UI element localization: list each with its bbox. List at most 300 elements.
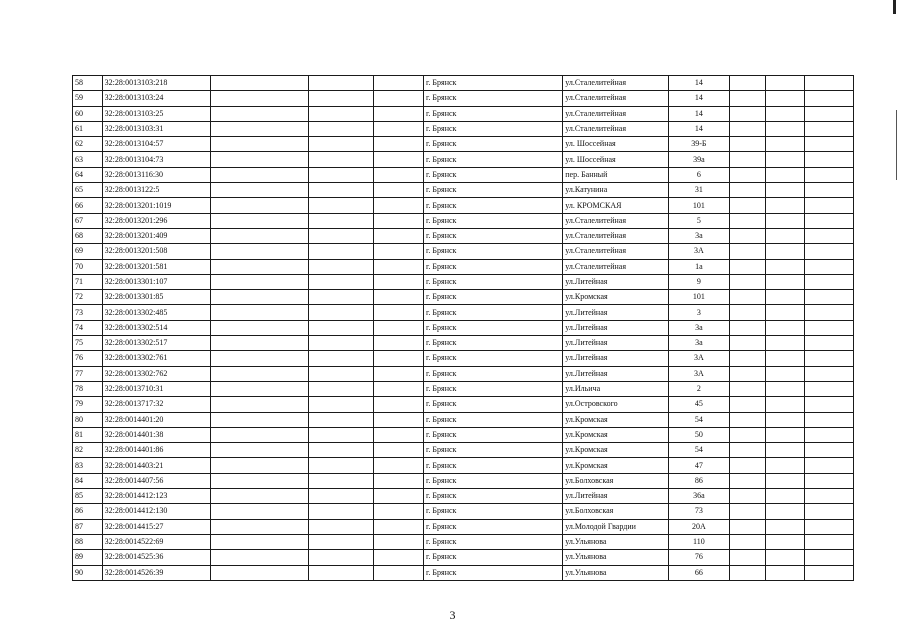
street-cell: ул.Сталелитейная bbox=[563, 76, 668, 91]
street-cell: ул.Ульянова bbox=[563, 534, 668, 549]
empty-cell bbox=[765, 550, 804, 565]
table-row bbox=[73, 351, 854, 366]
empty-cell bbox=[309, 412, 373, 427]
street-cell: ул.Литейная bbox=[563, 320, 668, 335]
street-cell: ул.Кромская bbox=[563, 427, 668, 442]
empty-cell bbox=[804, 106, 853, 121]
empty-cell bbox=[730, 336, 766, 351]
row-number-cell: 67 bbox=[73, 213, 103, 228]
empty-cell bbox=[309, 274, 373, 289]
cadastral-number-cell: 32:28:0014526:39 bbox=[102, 565, 211, 580]
city-cell: г. Брянск bbox=[424, 167, 563, 182]
cadastral-number-cell: 32:28:0013201:508 bbox=[102, 244, 211, 259]
empty-cell bbox=[373, 565, 423, 580]
empty-cell bbox=[730, 198, 766, 213]
cadastral-number-cell: 32:28:0014403:21 bbox=[102, 458, 211, 473]
empty-cell bbox=[373, 228, 423, 243]
table-row bbox=[73, 290, 854, 305]
empty-cell bbox=[373, 366, 423, 381]
empty-cell bbox=[211, 565, 309, 580]
empty-cell bbox=[211, 320, 309, 335]
empty-cell bbox=[804, 458, 853, 473]
empty-cell bbox=[309, 167, 373, 182]
empty-cell bbox=[211, 183, 309, 198]
cadastral-number-cell: 32:28:0013116:30 bbox=[102, 167, 211, 182]
empty-cell bbox=[309, 366, 373, 381]
city-cell: г. Брянск bbox=[424, 381, 563, 396]
empty-cell bbox=[309, 121, 373, 136]
empty-cell bbox=[309, 534, 373, 549]
table-row bbox=[73, 121, 854, 136]
table-row bbox=[73, 427, 854, 442]
empty-cell bbox=[309, 106, 373, 121]
empty-cell bbox=[804, 305, 853, 320]
empty-cell bbox=[730, 504, 766, 519]
empty-cell bbox=[373, 137, 423, 152]
street-cell: ул.Литейная bbox=[563, 305, 668, 320]
house-number-cell: 76 bbox=[668, 550, 729, 565]
empty-cell bbox=[211, 504, 309, 519]
empty-cell bbox=[804, 565, 853, 580]
empty-cell bbox=[373, 320, 423, 335]
empty-cell bbox=[211, 443, 309, 458]
row-number-cell: 85 bbox=[73, 489, 103, 504]
table-row bbox=[73, 366, 854, 381]
empty-cell bbox=[804, 519, 853, 534]
empty-cell bbox=[211, 534, 309, 549]
empty-cell bbox=[765, 91, 804, 106]
empty-cell bbox=[804, 504, 853, 519]
empty-cell bbox=[804, 534, 853, 549]
row-number-cell: 59 bbox=[73, 91, 103, 106]
table-row bbox=[73, 443, 854, 458]
empty-cell bbox=[373, 213, 423, 228]
table-row bbox=[73, 458, 854, 473]
empty-cell bbox=[309, 504, 373, 519]
row-number-cell: 78 bbox=[73, 381, 103, 396]
empty-cell bbox=[804, 473, 853, 488]
empty-cell bbox=[730, 183, 766, 198]
city-cell: г. Брянск bbox=[424, 504, 563, 519]
empty-cell bbox=[804, 290, 853, 305]
row-number-cell: 81 bbox=[73, 427, 103, 442]
cadastral-number-cell: 32:28:0013201:409 bbox=[102, 228, 211, 243]
house-number-cell: 45 bbox=[668, 397, 729, 412]
empty-cell bbox=[730, 228, 766, 243]
table-row bbox=[73, 519, 854, 534]
row-number-cell: 84 bbox=[73, 473, 103, 488]
empty-cell bbox=[373, 290, 423, 305]
empty-cell bbox=[373, 443, 423, 458]
row-number-cell: 80 bbox=[73, 412, 103, 427]
row-number-cell: 68 bbox=[73, 228, 103, 243]
empty-cell bbox=[730, 167, 766, 182]
empty-cell bbox=[765, 381, 804, 396]
street-cell: ул.Кромская bbox=[563, 290, 668, 305]
empty-cell bbox=[309, 381, 373, 396]
empty-cell bbox=[211, 412, 309, 427]
empty-cell bbox=[211, 351, 309, 366]
empty-cell bbox=[373, 427, 423, 442]
city-cell: г. Брянск bbox=[424, 351, 563, 366]
row-number-cell: 86 bbox=[73, 504, 103, 519]
city-cell: г. Брянск bbox=[424, 137, 563, 152]
row-number-cell: 77 bbox=[73, 366, 103, 381]
empty-cell bbox=[804, 412, 853, 427]
cadastral-number-cell: 32:28:0013103:24 bbox=[102, 91, 211, 106]
cadastral-number-cell: 32:28:0014412:130 bbox=[102, 504, 211, 519]
empty-cell bbox=[730, 381, 766, 396]
empty-cell bbox=[804, 167, 853, 182]
empty-cell bbox=[804, 183, 853, 198]
city-cell: г. Брянск bbox=[424, 213, 563, 228]
street-cell: ул.Сталелитейная bbox=[563, 244, 668, 259]
street-cell: пер. Банный bbox=[563, 167, 668, 182]
empty-cell bbox=[804, 274, 853, 289]
street-cell: ул.Сталелитейная bbox=[563, 121, 668, 136]
street-cell: ул.Кромская bbox=[563, 443, 668, 458]
empty-cell bbox=[730, 274, 766, 289]
table-row bbox=[73, 259, 854, 274]
street-cell: ул.Молодой Гвардии bbox=[563, 519, 668, 534]
empty-cell bbox=[730, 473, 766, 488]
empty-cell bbox=[804, 489, 853, 504]
table-row bbox=[73, 534, 854, 549]
city-cell: г. Брянск bbox=[424, 473, 563, 488]
empty-cell bbox=[765, 137, 804, 152]
empty-cell bbox=[309, 244, 373, 259]
city-cell: г. Брянск bbox=[424, 519, 563, 534]
empty-cell bbox=[804, 366, 853, 381]
empty-cell bbox=[211, 213, 309, 228]
empty-cell bbox=[373, 351, 423, 366]
land-plot-table bbox=[72, 75, 854, 581]
house-number-cell: 3А bbox=[668, 351, 729, 366]
empty-cell bbox=[373, 91, 423, 106]
row-number-cell: 89 bbox=[73, 550, 103, 565]
empty-cell bbox=[804, 550, 853, 565]
page-number: 3 bbox=[449, 608, 456, 622]
table-row bbox=[73, 489, 854, 504]
empty-cell bbox=[730, 137, 766, 152]
table-row bbox=[73, 76, 854, 91]
empty-cell bbox=[730, 550, 766, 565]
empty-cell bbox=[765, 412, 804, 427]
cadastral-number-cell: 32:28:0014401:20 bbox=[102, 412, 211, 427]
empty-cell bbox=[211, 228, 309, 243]
empty-cell bbox=[373, 336, 423, 351]
street-cell: ул.Кромская bbox=[563, 458, 668, 473]
empty-cell bbox=[730, 565, 766, 580]
empty-cell bbox=[211, 106, 309, 121]
empty-cell bbox=[309, 290, 373, 305]
row-number-cell: 74 bbox=[73, 320, 103, 335]
cadastral-number-cell: 32:28:0013301:107 bbox=[102, 274, 211, 289]
empty-cell bbox=[373, 397, 423, 412]
empty-cell bbox=[373, 489, 423, 504]
empty-cell bbox=[211, 458, 309, 473]
empty-cell bbox=[730, 213, 766, 228]
cadastral-number-cell: 32:28:0013302:517 bbox=[102, 336, 211, 351]
table-row bbox=[73, 504, 854, 519]
empty-cell bbox=[309, 320, 373, 335]
empty-cell bbox=[730, 305, 766, 320]
empty-cell bbox=[309, 198, 373, 213]
street-cell: ул.Ульянова bbox=[563, 565, 668, 580]
house-number-cell: 101 bbox=[668, 198, 729, 213]
street-cell: ул.Литейная bbox=[563, 489, 668, 504]
empty-cell bbox=[211, 336, 309, 351]
table-row bbox=[73, 412, 854, 427]
empty-cell bbox=[211, 274, 309, 289]
empty-cell bbox=[765, 320, 804, 335]
city-cell: г. Брянск bbox=[424, 336, 563, 351]
street-cell: ул.Ульянова bbox=[563, 550, 668, 565]
city-cell: г. Брянск bbox=[424, 427, 563, 442]
row-number-cell: 79 bbox=[73, 397, 103, 412]
empty-cell bbox=[765, 534, 804, 549]
empty-cell bbox=[211, 91, 309, 106]
empty-cell bbox=[765, 259, 804, 274]
table-row bbox=[73, 244, 854, 259]
empty-cell bbox=[730, 76, 766, 91]
table-row bbox=[73, 91, 854, 106]
house-number-cell: 5 bbox=[668, 213, 729, 228]
empty-cell bbox=[730, 458, 766, 473]
empty-cell bbox=[211, 427, 309, 442]
row-number-cell: 88 bbox=[73, 534, 103, 549]
empty-cell bbox=[211, 121, 309, 136]
table-row bbox=[73, 336, 854, 351]
empty-cell bbox=[211, 290, 309, 305]
table-row bbox=[73, 473, 854, 488]
empty-cell bbox=[765, 213, 804, 228]
street-cell: ул.Литейная bbox=[563, 336, 668, 351]
cadastral-number-cell: 32:28:0013201:581 bbox=[102, 259, 211, 274]
empty-cell bbox=[804, 397, 853, 412]
city-cell: г. Брянск bbox=[424, 121, 563, 136]
empty-cell bbox=[309, 458, 373, 473]
cadastral-number-cell: 32:28:0013710:31 bbox=[102, 381, 211, 396]
empty-cell bbox=[730, 427, 766, 442]
empty-cell bbox=[765, 106, 804, 121]
table-row bbox=[73, 397, 854, 412]
empty-cell bbox=[804, 443, 853, 458]
house-number-cell: 3А bbox=[668, 244, 729, 259]
cadastral-number-cell: 32:28:0013302:761 bbox=[102, 351, 211, 366]
cadastral-number-cell: 32:28:0013301:85 bbox=[102, 290, 211, 305]
table-body bbox=[73, 76, 854, 581]
empty-cell bbox=[804, 259, 853, 274]
empty-cell bbox=[804, 244, 853, 259]
empty-cell bbox=[309, 519, 373, 534]
empty-cell bbox=[211, 152, 309, 167]
empty-cell bbox=[804, 381, 853, 396]
empty-cell bbox=[373, 167, 423, 182]
empty-cell bbox=[765, 504, 804, 519]
row-number-cell: 75 bbox=[73, 336, 103, 351]
house-number-cell: 54 bbox=[668, 412, 729, 427]
empty-cell bbox=[765, 519, 804, 534]
empty-cell bbox=[804, 76, 853, 91]
empty-cell bbox=[765, 152, 804, 167]
row-number-cell: 90 bbox=[73, 565, 103, 580]
cadastral-number-cell: 32:28:0013103:31 bbox=[102, 121, 211, 136]
street-cell: ул.Островского bbox=[563, 397, 668, 412]
cadastral-number-cell: 32:28:0013122:5 bbox=[102, 183, 211, 198]
city-cell: г. Брянск bbox=[424, 290, 563, 305]
house-number-cell: 86 bbox=[668, 473, 729, 488]
city-cell: г. Брянск bbox=[424, 259, 563, 274]
empty-cell bbox=[211, 550, 309, 565]
city-cell: г. Брянск bbox=[424, 550, 563, 565]
cadastral-number-cell: 32:28:0013103:25 bbox=[102, 106, 211, 121]
empty-cell bbox=[309, 427, 373, 442]
empty-cell bbox=[373, 76, 423, 91]
cadastral-number-cell: 32:28:0014415:27 bbox=[102, 519, 211, 534]
table-row bbox=[73, 381, 854, 396]
table-row bbox=[73, 183, 854, 198]
house-number-cell: 3а bbox=[668, 336, 729, 351]
cadastral-number-cell: 32:28:0014401:38 bbox=[102, 427, 211, 442]
cadastral-number-cell: 32:28:0013104:57 bbox=[102, 137, 211, 152]
table-row bbox=[73, 106, 854, 121]
table-row bbox=[73, 198, 854, 213]
cadastral-number-cell: 32:28:0014401:86 bbox=[102, 443, 211, 458]
table-row bbox=[73, 213, 854, 228]
empty-cell bbox=[765, 489, 804, 504]
row-number-cell: 69 bbox=[73, 244, 103, 259]
cadastral-number-cell: 32:28:0013201:1019 bbox=[102, 198, 211, 213]
house-number-cell: 110 bbox=[668, 534, 729, 549]
table-row bbox=[73, 228, 854, 243]
empty-cell bbox=[211, 76, 309, 91]
street-cell: ул.Сталелитейная bbox=[563, 106, 668, 121]
scan-edge-mark bbox=[893, 0, 896, 14]
empty-cell bbox=[309, 305, 373, 320]
empty-cell bbox=[211, 519, 309, 534]
empty-cell bbox=[730, 106, 766, 121]
empty-cell bbox=[804, 91, 853, 106]
city-cell: г. Брянск bbox=[424, 274, 563, 289]
street-cell: ул.Литейная bbox=[563, 366, 668, 381]
empty-cell bbox=[804, 121, 853, 136]
empty-cell bbox=[373, 121, 423, 136]
cadastral-number-cell: 32:28:0013302:485 bbox=[102, 305, 211, 320]
house-number-cell: 2 bbox=[668, 381, 729, 396]
row-number-cell: 65 bbox=[73, 183, 103, 198]
cadastral-number-cell: 32:28:0013717:32 bbox=[102, 397, 211, 412]
street-cell: ул.Литейная bbox=[563, 351, 668, 366]
empty-cell bbox=[373, 106, 423, 121]
empty-cell bbox=[765, 290, 804, 305]
empty-cell bbox=[211, 366, 309, 381]
street-cell: ул.Катунина bbox=[563, 183, 668, 198]
house-number-cell: 73 bbox=[668, 504, 729, 519]
empty-cell bbox=[765, 244, 804, 259]
empty-cell bbox=[373, 198, 423, 213]
house-number-cell: 20А bbox=[668, 519, 729, 534]
empty-cell bbox=[730, 397, 766, 412]
cadastral-number-cell: 32:28:0013201:296 bbox=[102, 213, 211, 228]
empty-cell bbox=[765, 427, 804, 442]
row-number-cell: 87 bbox=[73, 519, 103, 534]
house-number-cell: 3а bbox=[668, 320, 729, 335]
city-cell: г. Брянск bbox=[424, 458, 563, 473]
empty-cell bbox=[373, 244, 423, 259]
empty-cell bbox=[211, 167, 309, 182]
empty-cell bbox=[373, 534, 423, 549]
house-number-cell: 14 bbox=[668, 106, 729, 121]
empty-cell bbox=[211, 198, 309, 213]
table-row bbox=[73, 550, 854, 565]
row-number-cell: 58 bbox=[73, 76, 103, 91]
city-cell: г. Брянск bbox=[424, 412, 563, 427]
house-number-cell: 14 bbox=[668, 76, 729, 91]
house-number-cell: 101 bbox=[668, 290, 729, 305]
empty-cell bbox=[309, 76, 373, 91]
empty-cell bbox=[730, 259, 766, 274]
empty-cell bbox=[765, 167, 804, 182]
row-number-cell: 66 bbox=[73, 198, 103, 213]
city-cell: г. Брянск bbox=[424, 91, 563, 106]
city-cell: г. Брянск bbox=[424, 397, 563, 412]
house-number-cell: 39-Б bbox=[668, 137, 729, 152]
cadastral-number-cell: 32:28:0013302:762 bbox=[102, 366, 211, 381]
street-cell: ул.Сталелитейная bbox=[563, 228, 668, 243]
empty-cell bbox=[765, 76, 804, 91]
table-row bbox=[73, 320, 854, 335]
empty-cell bbox=[804, 351, 853, 366]
empty-cell bbox=[765, 336, 804, 351]
row-number-cell: 72 bbox=[73, 290, 103, 305]
city-cell: г. Брянск bbox=[424, 305, 563, 320]
empty-cell bbox=[309, 152, 373, 167]
city-cell: г. Брянск bbox=[424, 183, 563, 198]
house-number-cell: 36а bbox=[668, 489, 729, 504]
row-number-cell: 83 bbox=[73, 458, 103, 473]
empty-cell bbox=[309, 351, 373, 366]
row-number-cell: 61 bbox=[73, 121, 103, 136]
row-number-cell: 73 bbox=[73, 305, 103, 320]
city-cell: г. Брянск bbox=[424, 228, 563, 243]
empty-cell bbox=[730, 443, 766, 458]
cadastral-number-cell: 32:28:0013302:514 bbox=[102, 320, 211, 335]
cadastral-number-cell: 32:28:0013103:218 bbox=[102, 76, 211, 91]
city-cell: г. Брянск bbox=[424, 152, 563, 167]
empty-cell bbox=[730, 519, 766, 534]
empty-cell bbox=[804, 152, 853, 167]
empty-cell bbox=[309, 489, 373, 504]
scan-edge-line bbox=[896, 110, 897, 180]
table-row bbox=[73, 167, 854, 182]
empty-cell bbox=[765, 366, 804, 381]
empty-cell bbox=[730, 121, 766, 136]
empty-cell bbox=[211, 381, 309, 396]
house-number-cell: 1а bbox=[668, 259, 729, 274]
table-row bbox=[73, 274, 854, 289]
city-cell: г. Брянск bbox=[424, 443, 563, 458]
empty-cell bbox=[211, 473, 309, 488]
empty-cell bbox=[309, 213, 373, 228]
empty-cell bbox=[765, 443, 804, 458]
empty-cell bbox=[373, 381, 423, 396]
row-number-cell: 64 bbox=[73, 167, 103, 182]
empty-cell bbox=[765, 458, 804, 473]
city-cell: г. Брянск bbox=[424, 489, 563, 504]
table-row bbox=[73, 305, 854, 320]
empty-cell bbox=[309, 443, 373, 458]
